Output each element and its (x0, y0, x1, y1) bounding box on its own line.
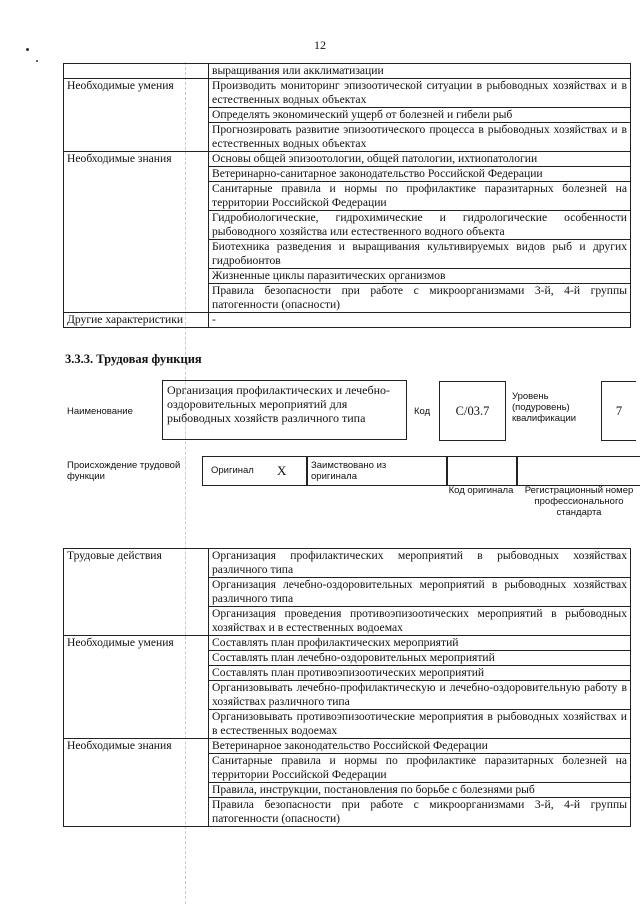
name-label: Наименование (67, 406, 133, 417)
row-heading: Необходимые знания (64, 739, 209, 827)
row-heading: Необходимые умения (64, 636, 209, 739)
row-heading: Другие характеристики (64, 313, 209, 328)
table-cell: Организация лечебно-оздоровительных мероприятий в рыбоводных хозяйствах различного типа (209, 578, 631, 607)
origin-label: Происхождение трудовой функции (67, 460, 181, 482)
table-cell: Составлять план профилактических мероприятий (209, 636, 631, 651)
function-code: С/03.7 (455, 404, 490, 418)
scan-speck (26, 48, 29, 51)
table-row (64, 313, 631, 328)
table-cell: Составлять план противоэпизоотических мероприятий (209, 666, 631, 681)
table-cell: Санитарные правила и нормы по профилактике паразитарных болезней на территории Российской Федерации (209, 754, 631, 783)
level-value: 7 (615, 404, 623, 418)
code-box (439, 381, 506, 441)
table-cell: Прогнозировать развитие эпизоотического процесса в рыбоводных хозяйствах и в естественных водных объектах (209, 123, 631, 152)
page-number: 12 (314, 38, 326, 52)
table-cell: Организация профилактических мероприятий в рыбоводных хозяйствах различного типа (209, 549, 631, 578)
level-box (601, 381, 636, 441)
scan-speck (36, 60, 38, 62)
table-cell: Определять экономический ущерб от болезней и гибели рыб (209, 108, 631, 123)
borrowed-label: Заимствовано из оригинала (311, 460, 387, 482)
table-cell: Ветеринарно-санитарное законодательство Российской Федерации (209, 167, 631, 182)
row-heading: Необходимые знания (64, 152, 209, 313)
table-cell: выращивания или акклиматизации (209, 64, 631, 79)
table-row (64, 549, 631, 578)
table-cell: Жизненные циклы паразитических организмов (209, 269, 631, 284)
level-label: Уровень (подуровень) квалификации (512, 391, 577, 424)
table-cell: Ветеринарное законодательство Российской Федерации (209, 739, 631, 754)
table-row (64, 152, 631, 167)
table-cell: Производить мониторинг эпизоотической ситуации в рыбоводных хозяйствах и в естественных водных объектах (209, 79, 631, 108)
table-row (64, 79, 631, 108)
requirements-table-continued (63, 63, 631, 328)
reg-number-cell (516, 456, 640, 486)
reg-number-label: Регистрационный номер профессионального стандарта (524, 485, 634, 518)
function-name-box (162, 380, 407, 440)
table-cell: Организовывать противоэпизоотические мероприятия в рыбоводных хозяйствах и в естественных водоемах (209, 710, 631, 739)
table-cell: Составлять план лечебно-оздоровительных мероприятий (209, 651, 631, 666)
row-heading (64, 64, 209, 79)
table-cell: - (209, 313, 631, 328)
original-label: Оригинал (211, 465, 254, 476)
code-original-label: Код оригинала (448, 485, 514, 496)
row-heading: Трудовые действия (64, 549, 209, 636)
table-cell: Правила безопасности при работе с микроорганизмами 3-й, 4-й группы патогенности (опасности) (209, 798, 631, 827)
table-cell: Правила безопасности при работе с микроорганизмами 3-й, 4-й группы патогенности (опасности) (209, 284, 631, 313)
code-label: Код (414, 406, 431, 417)
table-row (64, 636, 631, 651)
function-name: Организация профилактических и лечебно-оздоровительных мероприятий для рыбоводных хозяйств различного типа (167, 383, 391, 425)
table-cell: Санитарные правила и нормы по профилактике паразитарных болезней на территории Российской Федерации (209, 182, 631, 211)
code-original-cell (446, 456, 518, 486)
original-mark: X (277, 463, 287, 478)
table-cell: Биотехника разведения и выращивания культивируемых видов рыб и других гидробионтов (209, 240, 631, 269)
table-cell: Организация проведения противоэпизоотических мероприятий в рыбоводных хозяйствах и в естественных водоемах (209, 607, 631, 636)
table-cell: Основы общей эпизоотологии, общей патологии, ихтиопатологии (209, 152, 631, 167)
row-heading: Необходимые умения (64, 79, 209, 152)
table-cell: Правила, инструкции, постановления по борьбе с болезнями рыб (209, 783, 631, 798)
table-row (64, 64, 631, 79)
section-title: 3.3.3. Трудовая функция (65, 352, 202, 366)
original-cell (202, 456, 308, 486)
borrowed-cell (306, 456, 448, 486)
table-row (64, 739, 631, 754)
labor-function-table (63, 548, 631, 827)
table-cell: Организовывать лечебно-профилактическую и лечебно-оздоровительную работу в хозяйствах различного типа (209, 681, 631, 710)
table-cell: Гидробиологические, гидрохимические и гидрологические особенности рыбоводного хозяйства или естественного водного объекта (209, 211, 631, 240)
